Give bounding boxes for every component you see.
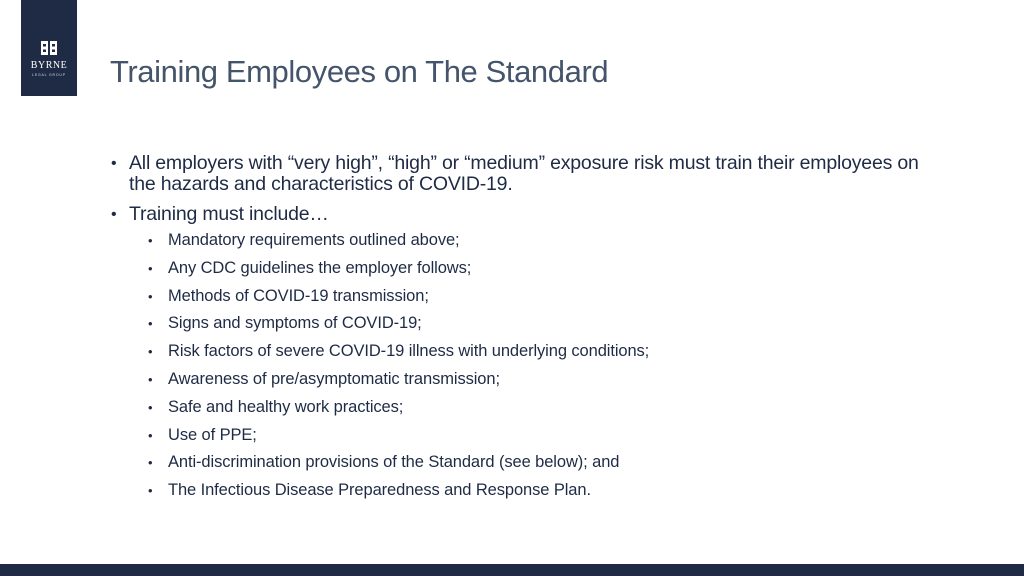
sub-bullet-item [111,259,931,287]
logo-monogram-icon [41,41,57,55]
sub-bullet-item [111,231,931,259]
slide-content [111,153,931,509]
bullet-text: Training must include… [129,203,329,225]
sub-bullet-item [111,370,931,398]
logo-name: BYRNE [30,60,68,71]
sub-bullet-dot-icon: • [148,399,153,415]
bullet-dot-icon: • [111,206,117,223]
sub-bullet-item [111,481,931,509]
sub-bullet-item [111,398,931,426]
sub-bullet-text: Risk factors of severe COVID-19 illness with underlying conditions; [168,342,650,361]
sub-bullet-text: Methods of COVID-19 transmission; [168,286,429,305]
sub-bullet-text: Use of PPE; [168,425,257,444]
sub-bullet-dot-icon: • [148,427,153,443]
sub-bullet-item [111,287,931,315]
sub-bullet-list [111,231,931,509]
sub-bullet-item [111,453,931,481]
sub-bullet-text: Safe and healthy work practices; [168,397,404,416]
footer-bar [0,564,1024,576]
sub-bullet-text: The Infectious Disease Preparedness and Response Plan. [168,481,591,500]
sub-bullet-item [111,342,931,370]
bullet-item [111,204,931,225]
sub-bullet-dot-icon: • [148,316,153,332]
sub-bullet-text: Anti-discrimination provisions of the Standard (see below); and [168,453,620,472]
sub-bullet-item [111,426,931,454]
sub-bullet-text: Signs and symptoms of COVID-19; [168,314,422,333]
logo-subtitle: LEGAL GROUP [32,73,66,77]
sub-bullet-item [111,314,931,342]
sub-bullet-dot-icon: • [148,344,153,360]
company-logo [21,0,77,96]
sub-bullet-dot-icon: • [148,371,153,387]
sub-bullet-dot-icon: • [148,455,153,471]
sub-bullet-dot-icon: • [148,288,153,304]
sub-bullet-text: Mandatory requirements outlined above; [168,231,460,249]
sub-bullet-dot-icon: • [148,483,153,499]
bullet-text: All employers with “very high”, “high” or “medium” exposure risk must train their employees on the hazards and characteristics of COVID-19. [129,152,919,195]
sub-bullet-dot-icon: • [148,260,153,276]
sub-bullet-text: Awareness of pre/asymptomatic transmission; [168,369,500,388]
bullet-item [111,153,931,195]
sub-bullet-dot-icon: • [148,233,153,248]
bullet-dot-icon: • [111,155,117,172]
sub-bullet-text: Any CDC guidelines the employer follows; [168,258,472,277]
slide-title: Training Employees on The Standard [110,54,609,89]
